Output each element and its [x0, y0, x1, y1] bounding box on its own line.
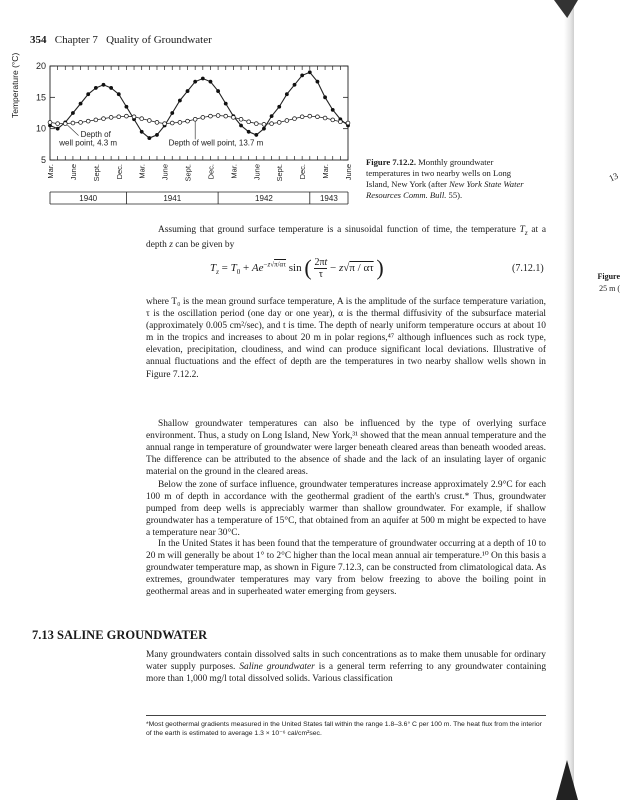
data-point-13-7m	[163, 122, 167, 126]
data-point-4-3m	[193, 80, 197, 84]
data-point-13-7m	[300, 115, 304, 119]
data-point-13-7m	[277, 121, 281, 125]
data-point-13-7m	[79, 121, 83, 125]
running-header	[30, 34, 212, 46]
data-point-4-3m	[155, 133, 159, 137]
y-tick-label: 15	[35, 92, 46, 103]
data-point-13-7m	[270, 122, 274, 126]
edge-fragment-13: 13	[607, 170, 620, 184]
data-point-13-7m	[155, 121, 159, 125]
caption-end: 55).	[448, 190, 463, 200]
data-point-4-3m	[316, 80, 320, 84]
month-label: June	[160, 164, 170, 181]
data-point-4-3m	[270, 114, 274, 118]
data-point-13-7m	[338, 120, 342, 124]
month-label: Sept.	[275, 164, 285, 182]
data-point-4-3m	[285, 92, 289, 96]
data-point-13-7m	[193, 117, 197, 121]
data-point-4-3m	[186, 89, 190, 93]
data-point-13-7m	[125, 114, 129, 118]
month-label: Mar.	[137, 164, 147, 179]
equation-7-12-1	[210, 255, 384, 281]
data-point-13-7m	[94, 118, 98, 122]
month-label: Dec.	[206, 164, 216, 180]
binding-edge-top	[554, 0, 578, 18]
annotation-shallow-depth: Depth of	[80, 129, 111, 139]
data-point-4-3m	[125, 105, 129, 109]
edge-fragment-25m: 25 m (	[599, 284, 620, 293]
data-point-4-3m	[277, 105, 281, 109]
edge-fragment-figure: Figure	[597, 272, 620, 281]
data-point-4-3m	[102, 83, 106, 87]
data-point-13-7m	[102, 117, 106, 121]
data-point-13-7m	[224, 114, 228, 118]
data-point-13-7m	[209, 114, 213, 118]
equation-number: (7.12.1)	[512, 263, 544, 274]
chart-ylabel: Temperature (°C)	[10, 52, 20, 118]
caption-label: Figure 7.12.2.	[366, 157, 416, 167]
term-saline-groundwater: Saline groundwater	[239, 662, 315, 673]
data-point-13-7m	[170, 121, 174, 125]
year-label: 1942	[255, 194, 273, 203]
month-label: Sept.	[91, 164, 101, 182]
month-label: Dec.	[114, 164, 124, 180]
chapter-title: Quality of Groundwater	[106, 34, 212, 46]
paragraph-5: In the United States it has been found that the temperature of groundwater occurring at a depth of 10 to 20 m will generally be about 1° to 2°C higher than the local mean annual air temperature.¹⁰ On this basis a groundwater temperature map, as shown in Figure 7.12.3, can be constructed from climatological data. As extremes, groundwater temperatures may vary from below freezing to above the boiling point in geothermal areas and in superheated water emerging from geysers.	[146, 539, 546, 598]
y-tick-label: 20	[35, 61, 46, 71]
data-point-4-3m	[239, 124, 243, 128]
data-point-4-3m	[254, 133, 258, 137]
series-line-4-3m	[50, 72, 348, 138]
data-point-13-7m	[147, 119, 151, 123]
data-point-13-7m	[132, 115, 136, 119]
month-label: Sept.	[183, 164, 193, 182]
temperature-chart	[0, 56, 360, 236]
month-label: Mar.	[46, 164, 55, 179]
data-point-13-7m	[186, 119, 190, 123]
data-point-13-7m	[86, 119, 90, 123]
page-number: 354	[30, 34, 47, 46]
month-label: Mar.	[229, 164, 239, 179]
data-point-4-3m	[56, 127, 60, 131]
data-point-4-3m	[178, 99, 182, 103]
y-tick-label: 10	[35, 123, 46, 134]
data-point-4-3m	[117, 92, 121, 96]
data-point-13-7m	[71, 121, 75, 125]
footnote-rule	[146, 715, 546, 716]
data-point-13-7m	[140, 117, 144, 121]
page-edge-shadow	[564, 0, 574, 800]
month-label: Dec.	[298, 164, 308, 180]
data-point-4-3m	[109, 86, 113, 90]
data-point-13-7m	[178, 121, 182, 125]
figure-caption	[366, 157, 536, 201]
paragraph-2: where T₀ is the mean ground surface temperature, A is the amplitude of the surface temperature variation, τ is the oscillation period (one day or one year), α is the thermal diffusivity of the subsurface material (approximately 0.005 cm²/sec), and t is time. The depth of nearly uniform temperature occurs at about 10 m in the tropics and increases to about 20 m in polar regions,⁴⁷ although influences such as rock type, elevation, precipitation, cloudiness, and wind can produce significant local deviations. Illustrative of annual fluctuations and the effect of depth are the temperatures in two nearby shallow wells shown in Figure 7.12.2.	[146, 297, 546, 380]
data-point-13-7m	[323, 116, 327, 120]
data-point-4-3m	[247, 130, 251, 134]
data-point-4-3m	[300, 74, 304, 78]
year-label: 1940	[79, 194, 98, 203]
data-point-4-3m	[201, 77, 205, 81]
month-label: Mar.	[321, 164, 331, 179]
data-point-13-7m	[239, 117, 243, 121]
y-tick-label: 5	[40, 155, 46, 165]
data-point-4-3m	[308, 70, 312, 74]
data-point-13-7m	[346, 121, 350, 125]
data-point-13-7m	[247, 120, 251, 124]
data-point-4-3m	[216, 89, 220, 93]
month-label: June	[344, 164, 353, 181]
equation-visual: $T_z = T_0 + Ae^{-z√\pi/\alpha\tau}$ sin ( $\frac{2\pi t}{\tau}$ − z√π / ατ )	[210, 255, 384, 280]
paragraph-3: Shallow groundwater temperatures can also be influenced by the type of overlying surface environment. Thus, a study on Long Island, New York,³¹ showed that the mean annual temperature and the annual range in temperature of groundwater were larger beneath cleared areas than beneath wooded areas. The difference can be attributed to the absence of shade and the lack of an insulating layer of organic material on the ground in the cleared areas.	[146, 419, 546, 478]
data-point-13-7m	[63, 122, 67, 126]
data-point-13-7m	[254, 122, 258, 126]
data-point-4-3m	[94, 86, 98, 90]
data-point-13-7m	[216, 114, 220, 118]
month-label: June	[252, 164, 262, 181]
year-label: 1941	[163, 194, 182, 203]
data-point-13-7m	[109, 115, 113, 119]
month-label: June	[68, 164, 78, 181]
paragraph-4: Below the zone of surface influence, groundwater temperatures increase approximately 2.9°C for each 100 m of depth in accordance with the geothermal gradient of the earth's crust.* Thus, groundwater pumped from deep wells is appreciably warmer than shallow groundwater. For example, if shallow groundwater has a temperature of 15°C, that obtained from an aquifer at 500 m might be expected to have a temperature near 30°C.	[146, 480, 546, 539]
data-point-4-3m	[170, 111, 174, 115]
data-point-4-3m	[147, 136, 151, 140]
section-heading: 7.13 SALINE GROUNDWATER	[32, 628, 208, 642]
paragraph-6: Many groundwaters contain dissolved salts in such concentrations as to make them unusable for ordinary water supply purposes. Saline groundwater is a general term referring to any groundwater containing more than 1,000 mg/l total dissolved solids. Various classification	[146, 650, 547, 685]
data-point-13-7m	[48, 121, 52, 125]
data-point-4-3m	[262, 127, 266, 131]
chapter-label: Chapter 7	[54, 34, 98, 46]
binding-edge-bottom	[556, 760, 578, 800]
annotation-leader-1	[67, 125, 78, 136]
data-point-4-3m	[331, 108, 335, 112]
data-point-13-7m	[293, 117, 297, 121]
data-point-13-7m	[231, 115, 235, 119]
caption-text: Monthly groundwater temperatures in two nearby wells on Long Island, New York (after	[366, 157, 512, 189]
data-point-13-7m	[316, 115, 320, 119]
data-point-4-3m	[209, 80, 213, 84]
data-point-13-7m	[308, 114, 312, 118]
paragraph-1: Assuming that ground surface temperature is a sinusoidal function of time, the temperature $T_z$ at a depth z can be given by	[146, 225, 546, 250]
data-point-4-3m	[323, 95, 327, 99]
data-point-4-3m	[86, 92, 90, 96]
data-point-13-7m	[285, 119, 289, 123]
data-point-13-7m	[56, 122, 60, 126]
annotation-deep-depth: Depth of well point, 13.7 m	[168, 138, 264, 148]
data-point-4-3m	[71, 111, 75, 115]
caption-source: New York State Water Resources Comm. Bull.	[366, 179, 524, 200]
data-point-13-7m	[201, 115, 205, 119]
data-point-13-7m	[262, 122, 266, 126]
data-point-4-3m	[293, 83, 297, 87]
data-point-13-7m	[117, 115, 121, 119]
year-label: 1943	[319, 194, 338, 203]
annotation-shallow-depth-2: well point, 4.3 m	[59, 138, 118, 148]
data-point-4-3m	[79, 102, 83, 106]
data-point-13-7m	[331, 118, 335, 122]
footnote: *Most geothermal gradients measured in the United States fall within the range 1.8–3.6° C per 100 m. The heat flux from the interior of the earth is estimated to average 1.3 × 10⁻⁶ cal/cm²sec.	[146, 721, 542, 738]
data-point-4-3m	[224, 102, 228, 106]
data-point-4-3m	[140, 130, 144, 134]
